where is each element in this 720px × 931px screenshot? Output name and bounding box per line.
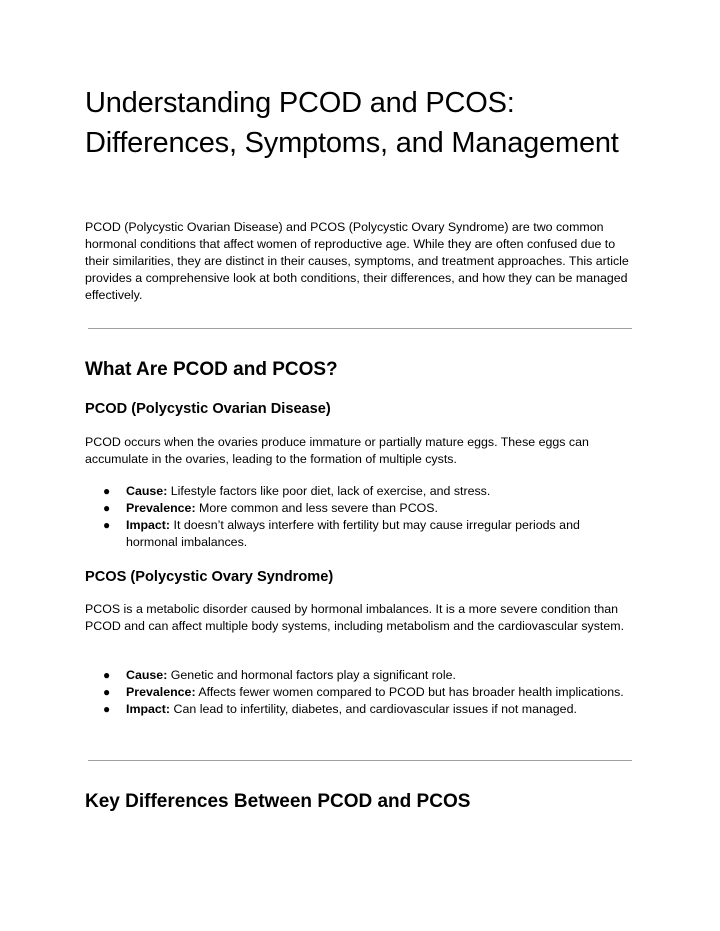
list-item-text: Can lead to infertility, diabetes, and cardiovascular issues if not managed. [170, 702, 577, 716]
list-item [85, 500, 633, 517]
list-item-text: It doesn’t always interfere with fertility but may cause irregular periods and hormonal imbalances. [126, 518, 580, 549]
bullet-icon: ● [103, 501, 111, 515]
list-item-text: More common and less severe than PCOS. [195, 501, 438, 515]
list-item-term: Impact: [126, 702, 171, 716]
horizontal-divider [88, 760, 632, 761]
list-item [85, 701, 633, 718]
section-heading-key-differences: Key Differences Between PCOD and PCOS [85, 791, 471, 812]
list-item-term: Cause: [126, 668, 168, 682]
list-item-text: Affects fewer women compared to PCOD but has broader health implications. [195, 685, 624, 699]
list-item [85, 684, 633, 701]
list-item-text: Lifestyle factors like poor diet, lack of exercise, and stress. [167, 484, 491, 498]
subheading-pcos: PCOS (Polycystic Ovary Syndrome) [85, 569, 334, 585]
list-item-term: Cause: [126, 484, 168, 498]
bullet-icon: ● [103, 484, 111, 498]
list-item [85, 667, 633, 684]
list-item [85, 517, 633, 551]
pcos-list [85, 667, 633, 718]
list-item-text: Genetic and hormonal factors play a significant role. [167, 668, 456, 682]
pcod-list [85, 483, 633, 551]
section-heading-what-are: What Are PCOD and PCOS? [85, 359, 338, 380]
horizontal-divider [88, 328, 632, 329]
pcod-paragraph: PCOD occurs when the ovaries produce immature or partially mature eggs. These eggs can accumulate in the ovaries, leading to the formation of multiple cysts. [85, 435, 589, 466]
bullet-icon: ● [103, 702, 111, 716]
list-item [85, 483, 633, 500]
intro-paragraph: PCOD (Polycystic Ovarian Disease) and PCOS (Polycystic Ovary Syndrome) are two common hormonal conditions that affect women of reproductive age. While they are often confused due to their similarities, they are distinct in their causes, symptoms, and treatment approaches. This article provides a comprehensive look at both conditions, their differences, and how they can be managed effectively. [85, 220, 629, 302]
pcos-paragraph: PCOS is a metabolic disorder caused by hormonal imbalances. It is a more severe condition than PCOD and can affect multiple body systems, including metabolism and the cardiovascular system. [85, 602, 625, 633]
list-item-term: Prevalence: [126, 685, 196, 699]
list-item-term: Impact: [126, 518, 171, 532]
page-title: Understanding PCOD and PCOS: Differences, Symptoms, and Management [85, 87, 619, 159]
bullet-icon: ● [103, 668, 111, 682]
bullet-icon: ● [103, 518, 111, 532]
bullet-icon: ● [103, 685, 111, 699]
list-item-term: Prevalence: [126, 501, 196, 515]
subheading-pcod: PCOD (Polycystic Ovarian Disease) [85, 401, 331, 417]
